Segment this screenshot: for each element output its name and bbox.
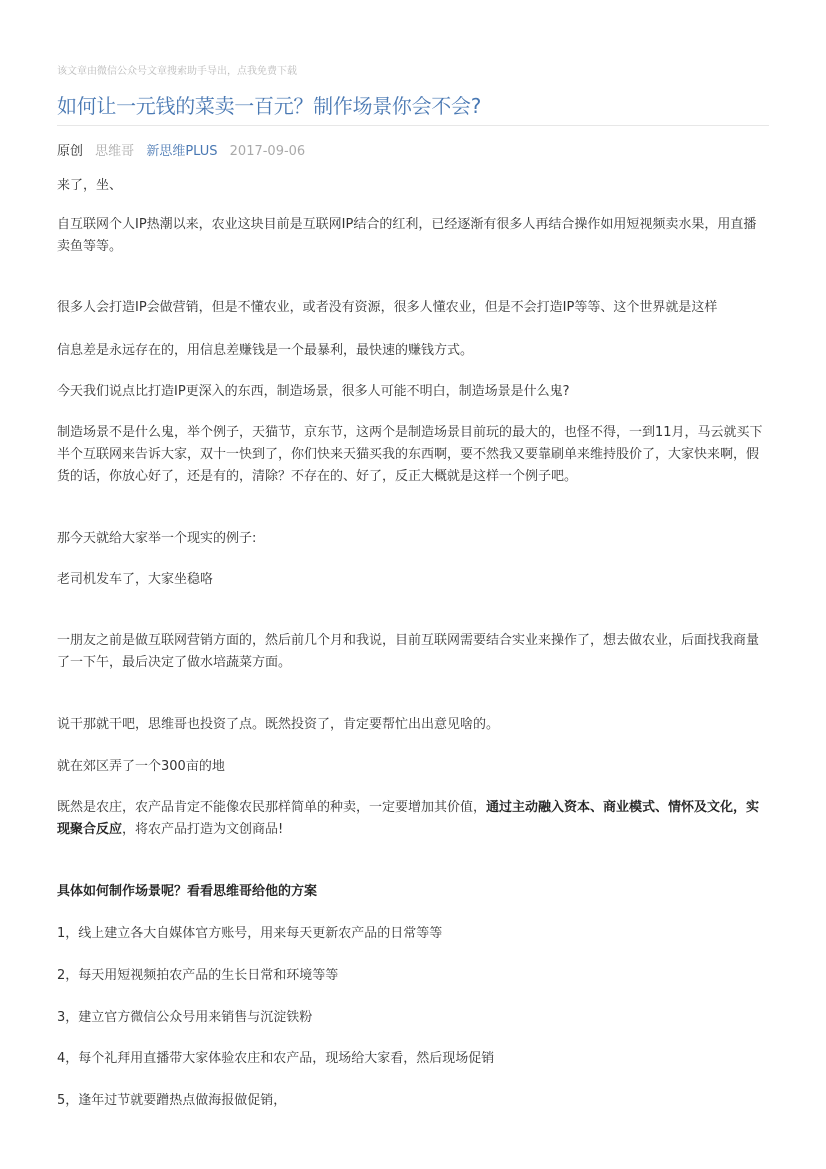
list-item-1: 1，线上建立各大自媒体官方账号，用来每天更新农产品的日常等等 [57,926,443,941]
paragraph-2: 自互联网个人IP热潮以来，农业这块目前是互联网IP结合的红利，已经逐渐有很多人再结合操作如用短视频卖水果，用直播卖鱼等等。 [57,217,757,254]
paragraph-6: 制造场景不是什么鬼，举个例子，天猫节，京东节，这两个是制造场景目前玩的最大的，也怪不得，一到11月，马云就买下半个互联网来告诉大家，双十一快到了，你们快来天猫买我的东西啊，要不然我又要靠刷单来维持股价了，大家快来啊，假货的话，你放心好了，还是有的，清除？不存在的、好了，反正大概就是这样一个例子吧。 [57,425,763,484]
list-item-5: 5，逢年过节就要蹭热点做海报做促销， [57,1093,287,1108]
paragraph-7: 那今天就给大家举一个现实的例子: [57,531,257,546]
paragraph-10: 说干那就干吧，思维哥也投资了点。既然投资了，肯定要帮忙出出意见啥的。 [57,717,500,732]
paragraph-12-emphasis: 通过主动融入资本、商业模式、情怀及文化，实现聚合反应 [57,800,760,837]
paragraph-12-outro: ，将农产品打造为文创商品! [122,822,284,837]
paragraph-3: 很多人会打造IP会做营销，但是不懂农业，或者没有资源，很多人懂农业，但是不会打造IP等等、这个世界就是这样 [57,300,718,315]
publish-date: 2017-09-06 [229,144,306,159]
author-name: 思维哥 [95,144,135,159]
paragraph-11: 就在郊区弄了一个300亩的地 [57,759,225,774]
list-item-2: 2，每天用短视频拍农产品的生长日常和环境等等 [57,968,339,983]
article-title: 如何让一元钱的菜卖一百元？制作场景你会不会? [57,94,482,118]
paragraph-12 [57,797,769,841]
paragraph-12-intro: 既然是农庄，农产品肯定不能像农民那样简单的种卖，一定要增加其价值， [57,800,487,815]
list-item-4: 4，每个礼拜用直播带大家体验农庄和农产品，现场给大家看，然后现场促销 [57,1051,495,1066]
export-notice-link[interactable]: 该文章由微信公众号文章搜索助手导出，点我免费下载 [57,66,297,77]
section-heading: 具体如何制作场景呢？看看思维哥给他的方案 [57,884,318,899]
paragraph-9: 一朋友之前是做互联网营销方面的，然后前几个月和我说，目前互联网需要结合实业来操作了，想去做农业，后面找我商量了一下午，最后决定了做水培蔬菜方面。 [57,633,760,670]
account-link[interactable]: 新思维PLUS [146,144,218,159]
paragraph-8: 老司机发车了，大家坐稳咯 [57,572,214,587]
title-divider [57,125,769,126]
article-meta [57,140,313,159]
original-tag: 原创 [57,144,84,159]
paragraph-1: 来了，坐、 [57,178,123,193]
paragraph-4: 信息差是永远存在的，用信息差赚钱是一个最暴利，最快速的赚钱方式。 [57,343,474,358]
paragraph-5: 今天我们说点比打造IP更深入的东西，制造场景，很多人可能不明白，制造场景是什么鬼? [57,384,570,399]
list-item-3: 3，建立官方微信公众号用来销售与沉淀铁粉 [57,1010,313,1025]
